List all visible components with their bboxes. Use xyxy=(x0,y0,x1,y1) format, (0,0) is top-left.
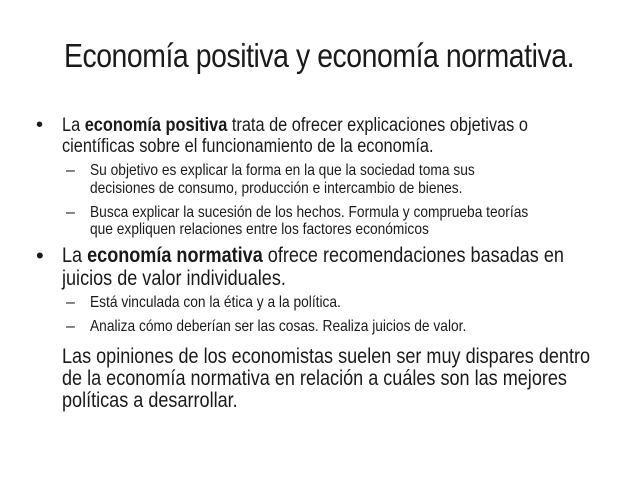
bullet-2-line-1 xyxy=(62,244,564,267)
bullet-1-line-2: científicas sobre el funcionamiento de la economía. xyxy=(62,136,434,157)
sub-1-2-line-1: Busca explicar la sucesión de los hechos. Formula y comprueba teorías xyxy=(90,204,529,221)
sub-1-1-line-2: decisiones de consumo, producción e intercambio de bienes. xyxy=(90,180,463,197)
dash-marker: – xyxy=(66,204,75,221)
bullet-marker: • xyxy=(36,114,44,136)
sub-2-2-line-1: Analiza cómo deberían ser las cosas. Realiza juicios de valor. xyxy=(90,318,467,335)
paragraph-line-2: de la economía normativa en relación a cuáles son las mejores xyxy=(62,367,567,390)
bullet-1-line-1 xyxy=(62,115,528,136)
dash-marker: – xyxy=(66,294,75,311)
dash-marker: – xyxy=(66,318,75,335)
dash-marker: – xyxy=(66,162,75,179)
slide-title: Economía positiva y economía normativa. xyxy=(63,37,575,74)
paragraph-line-1: Las opiniones de los economistas suelen ser muy dispares dentro xyxy=(62,345,591,368)
bullet-marker: • xyxy=(36,243,44,268)
bullet-2-bold-term: economía normativa xyxy=(87,244,263,267)
bullet-1-prefix: La xyxy=(62,115,85,136)
bullet-1-bold-term: economía positiva xyxy=(84,115,228,136)
paragraph-line-3: políticas a desarrollar. xyxy=(62,389,238,412)
bullet-2-rest: ofrece recomendaciones basadas en xyxy=(262,244,564,267)
bullet-2-line-2: juicios de valor individuales. xyxy=(62,267,286,290)
bullet-2-prefix: La xyxy=(62,244,88,267)
bullet-1-rest: trata de ofrecer explicaciones objetivas o xyxy=(227,115,528,136)
sub-1-1-line-1: Su objetivo es explicar la forma en la que la sociedad toma sus xyxy=(90,162,475,179)
sub-2-1-line-1: Está vinculada con la ética y a la política. xyxy=(90,294,341,311)
sub-1-2-line-2: que expliquen relaciones entre los factores económicos xyxy=(90,221,429,238)
